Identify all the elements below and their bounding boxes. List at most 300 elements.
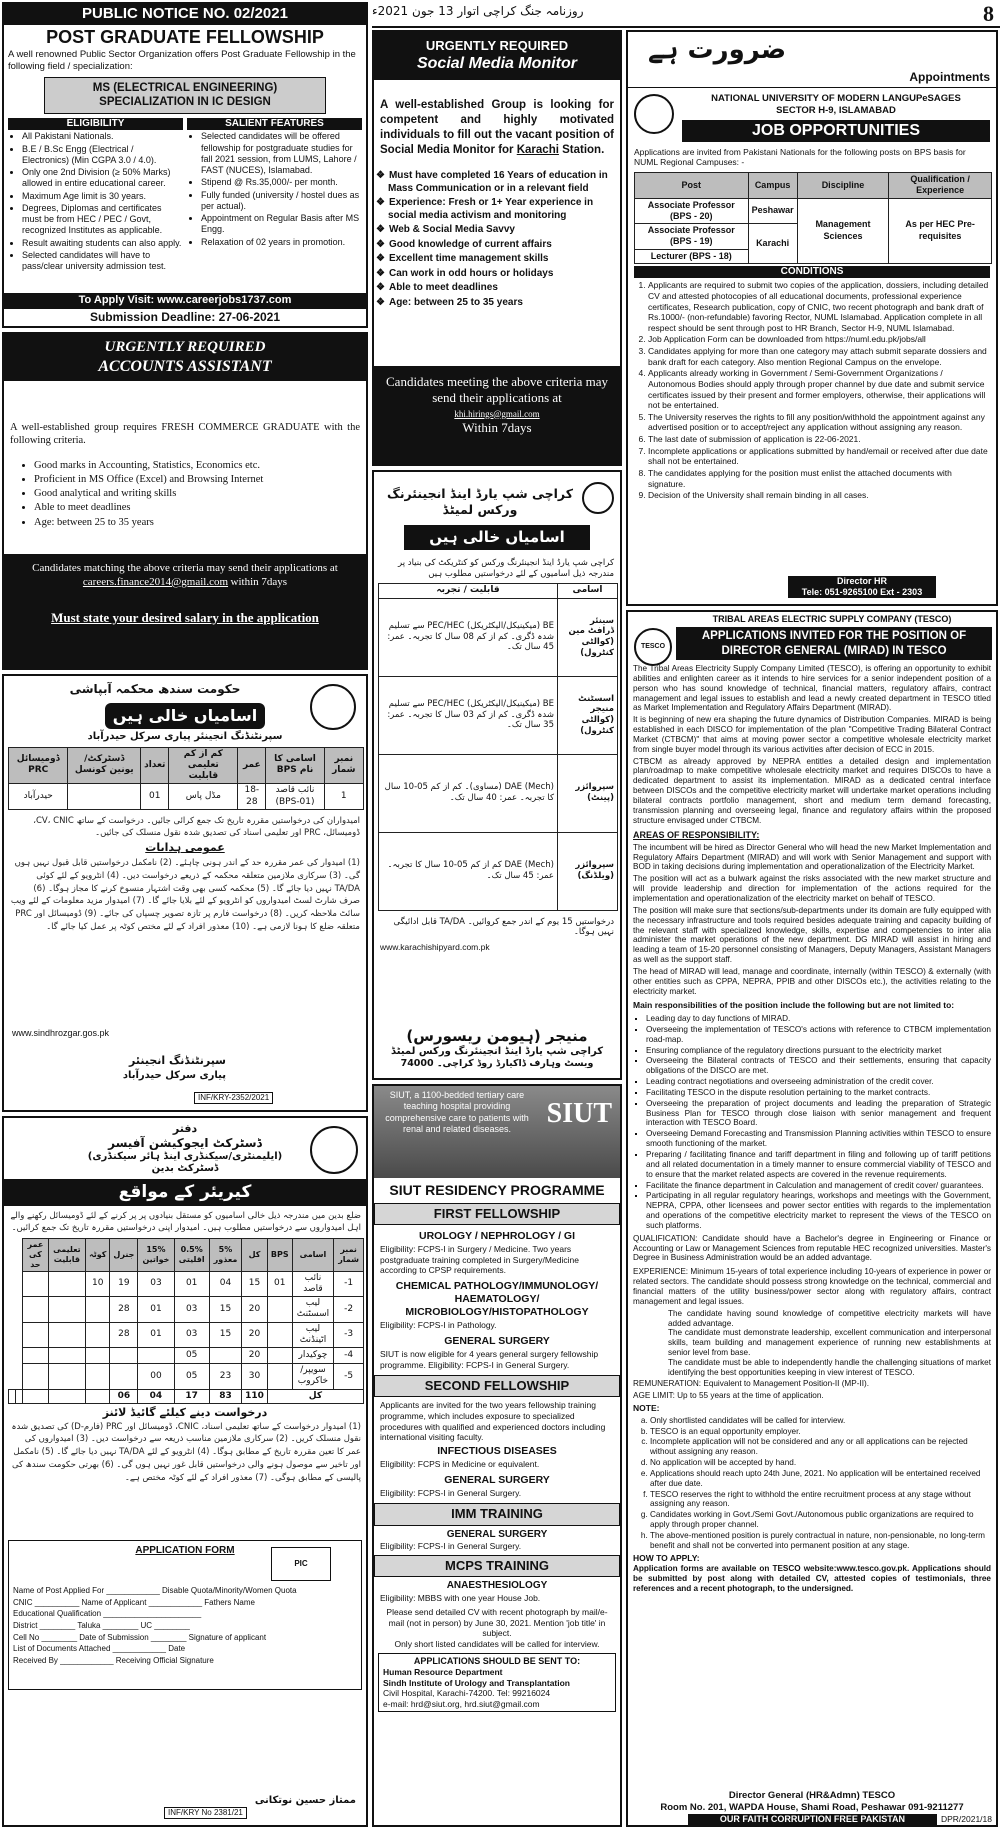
irrigation-seal-icon [310,684,356,730]
numl-sector: SECTOR H-9, ISLAMABAD [776,104,896,116]
siut-title: SIUT RESIDENCY PROGRAMME [389,1182,605,1198]
tesco-main-item: ▪ Leading contract negotiations and overseeing administration of the credit cover. [646,1077,991,1087]
social-criteria-text: Excellent time management skills [388,253,549,264]
badin-cell [23,1364,49,1390]
numl-condition-item: 1. Applicants are required to submit two copies of the application, dossiers, including detailed CV and attested photocopies of all educational documents, professional experience certificates, Research publication, copy of CNIC, two recent photograph and bank draft of Rs.1000/- (non-refundable) favoring Rector, NUML Islamabad. Application complete in all respect should be sent through post to HR Branch, Sector H-9, NUML Islamabad. [648,280,990,333]
tesco-dpr: DPR/2021/18 [940,1814,992,1825]
badin-cell: 05 [174,1348,209,1364]
accounts-send: Candidates matching the above criteria may send their applications at [32,562,338,574]
tesco-note-item: b. TESCO is an equal opportunity employer. [650,1427,991,1437]
badin-title: کیریئر کے مواقع [4,1179,366,1206]
badin-cell [23,1297,49,1323]
badin-form [8,1540,362,1690]
badin-form-title: APPLICATION FORM [135,1544,235,1556]
ksew-website[interactable]: www.karachishipyard.com.pk [380,941,490,952]
badin-table-row [9,1364,364,1390]
tesco-note-item: g. Candidates working in Govt./Semi Govt./Autonomous public organizations are required to apply through proper channel. [650,1510,991,1530]
badin-col-header: تعلیمی قابلیت [48,1238,85,1271]
irrigation-website[interactable]: www.sindhrozgar.gos.pk [12,1028,110,1038]
numl-tele: Tele: 051-9265100 Ext - 2303 [801,586,923,597]
tesco-note-item: e. Applications should reach upto 24th June, 2021. No application will be entertained received after due date. [650,1469,991,1489]
badin-table [8,1238,364,1404]
siut-mcps-text: Eligibility: MBBS with one year House Job. [380,1592,541,1603]
check-icon: ❖ [376,170,385,181]
irrigation-inf: INF/KRY-2352/2021 [194,1092,273,1104]
tesco-paragraph: CTBCM as already approved by NEPRA entitles a detailed design and implementation plan/roadmap to make competitive wholesale electricity market and requires DISCOs to have a dedicated department to assist its implementation. MIRAD as a dedicated central interface between DISCOs and the competitive electricity market will undertake market operations including bilateral contracts portfolio management, short and medium term demand forecasting, transmission planning and overseeing legal, finance and regulatory affairs within the proposed structure envisaged under CTBCM. [633,756,991,825]
badin-col-header: جنرل [110,1238,138,1271]
badin-cell [48,1322,85,1348]
accounts-criteria-item: • Proficient in MS Office (Excel) and Browsing Internet [34,473,366,486]
numl-condition-item: 4. Applicants already working in Government / Semi-Government Organizations / Autonomous Bodies should apply through proper channel by due date and submit service certificates issued by their present and former employers, otherwise, their applications will not be entertained. [648,368,990,411]
badin-cell: 03 [174,1297,209,1323]
irrigation-sub: سپرنٹنڈنگ انجینئر پیاری سرکل حیدرآباد [87,731,283,742]
badin-form-line: Cell No ________ Date of Submission ________ Signature of applicant [13,1632,267,1642]
badin-cell: 15 [209,1297,241,1323]
tesco-main-item: ▪ Facilitating TESCO in the dispute resolution pertaining to the market contracts. [646,1088,991,1098]
social-criteria-item [376,282,612,295]
tesco-ad [626,610,998,1827]
badin-head2: ڈسٹرکٹ ایجوکیشن آفیسر [108,1135,262,1150]
ksew-table-row [379,832,618,910]
pgf-eligibility-head: ELIGIBILITY [8,118,183,131]
tesco-main-item: ▪ Participating in all regular regulatory hearings, workshops and meetings with the Government, NEPRA, CPPA, other licensees and power sector entities with regards to the implementation and operations of the competitive electricity market to represent the views of the TESCO on such platforms. [646,1191,991,1230]
pgf-field: MS (ELECTRICAL ENGINEERING) SPECIALIZATION IN IC DESIGN [44,77,326,114]
tesco-motto: OUR FAITH CORRUPTION FREE PAKISTAN [688,1814,937,1825]
numl-logo-icon [634,94,674,134]
siut-section-text: Eligibility: FCPS-I in General Surgery. [380,1487,522,1498]
siut-ad [372,1084,622,1827]
ksew-req: BE (میکینیکل/الیکٹریکل) PEC/HEC سے تسلیم شدہ ڈگری۔ کم از کم 08 سال کا تجربہ۔ عمر: 45 سال تک۔ [379,598,558,676]
siut-section-head: GENERAL SURGERY [444,1473,550,1486]
ksew-req: DAE (Mech) (مساوی)۔ کم از کم 05-10 سال کا تجربہ۔ عمر: 40 سال تک۔ [379,754,558,832]
pgf-salient-list [187,131,362,248]
badin-col-header: BPS [267,1238,292,1271]
check-icon: ❖ [376,238,385,250]
badin-table-row [9,1322,364,1348]
pgf-eligibility-item: • Selected candidates will have to pass/clear university admission test. [22,250,183,273]
accounts-intro: A well-established group requires FRESH COMMERCE GRADUATE with the following criteria. [10,421,360,446]
tesco-company: TRIBAL AREAS ELECTRIC SUPPLY COMPANY (TESCO) [712,614,952,624]
badin-total-cell: 06 [110,1389,138,1403]
numl-col-header: Post [635,173,749,199]
badin-cell: نائب قاصد [292,1271,334,1297]
irrigation-cell: 1 [324,784,363,810]
social-criteria [374,162,620,309]
social-criteria-item [376,238,612,252]
siut-send: Please send detailed CV with recent photograph by mail/e-mail (not in person) by June 30, 2021. Mention 'job title' in subject. [386,1607,608,1639]
tesco-responsibility: The position will make sure that sections/sub-departments under its domain are fully equipped with the necessary infrastructure and tools required besides adequate training and capacity building of the relevant staff with specialized knowledge, skills, expertise and competencies to inter alia administer the market operations of the new department. DG MIRAD will assist in hiring and leading a team of 15-20 personnel consisting of Managers, Deputy Managers, Assistant Managers as well as the support staff. [633,905,991,965]
pgf-eligibility-item: • All Pakistani Nationals. [22,131,183,142]
siut-short: Only short listed candidates will be called for interview. [394,1639,600,1649]
tesco-experience-item: The candidate must be able to independently handle the challenging situations of market identifying the best opportunities keeping in view interest of TESCO. [668,1357,991,1377]
badin-inf: INF/KRY No 2381/21 [164,1807,247,1819]
badin-cell: لیب اٹینڈنٹ [292,1322,334,1348]
numl-col-header: Campus [748,173,797,199]
tesco-age: AGE LIMIT: Up to 55 years at the time of application. [633,1390,824,1400]
social-email[interactable]: khi.hirings@gmail.com [454,408,540,419]
check-icon: ❖ [376,282,385,293]
numl-row-0-campus: Peshawar [748,198,797,224]
check-icon: ❖ [376,253,385,264]
badin-col-header: اسامی [292,1238,334,1271]
badin-form-line: Received By ____________ Receiving Official Signature [13,1655,214,1665]
numl-conditions [628,280,996,501]
tesco-paragraph: It is beginning of new era shaping the future dynamics of Distribution Companies. MIRAD is being established in each DISCO for implementation of the plan "Competitive Trading Bilateral Contract Market (CTBCM)" that aims at moving power sector a competitive wholesale electricity market from single buyer model through its various activities after decision of ECC in 2015. [633,715,991,754]
irrigation-general-head: عمومی ہدایات [145,841,225,855]
numl-condition-item: 8. The candidates applying for the position must enlist the attached documents with signature. [648,468,990,489]
tesco-responsibility: The incumbent will be hired as Director General who will head the new Market Implementation and Regulatory Affairs Department (MIRAD) and will work with Senior Management and support with BOD in taking decisions during implementation and operationalization of the Electricity Market. [633,842,991,872]
accounts-criteria [4,459,366,529]
siut-imm: IMM TRAINING [374,1503,620,1525]
badin-cell [267,1348,292,1364]
badin-guide-head: درخواست دینے کیلئے گائیڈ لائنز [102,1405,268,1419]
irrigation-table [8,747,364,810]
tesco-note-item: a. Only shortlisted candidates will be called for interview. [650,1416,991,1426]
numl-condition-item: 9. Decision of the University shall remain binding in all cases. [648,490,990,501]
badin-col-header: 15% خواتین [138,1238,174,1271]
badin-cell: 01 [174,1271,209,1297]
masthead-date: روزنامہ جنگ کراچی اتوار 13 جون 2021ء [372,4,584,18]
numl-name: NATIONAL UNIVERSITY OF MODERN LANGUPeSAGES [711,93,961,104]
social-head2: Social Media Monitor [416,55,577,73]
pgf-title: POST GRADUATE FELLOWSHIP [46,26,324,47]
badin-cell: 15 [209,1322,241,1348]
numl-condition-item: 7. Incomplete applications or applications submitted by hand/email or received after due date shall not be entertained. [648,446,990,467]
badin-total-cell [86,1389,110,1403]
siut-banner [374,1086,620,1178]
check-icon: ❖ [376,296,385,308]
badin-total-cell [9,1389,16,1403]
badin-form-line: List of Documents Attached ____________ Date [13,1644,186,1654]
badin-form-line: CNIC __________ Name of Applicant ____________ Fathers Name [13,1597,255,1607]
accounts-salary: Must state your desired salary in the application [51,609,319,625]
badin-table-row [9,1297,364,1323]
social-criteria-text: Web & Social Media Savvy [388,224,515,235]
tesco-experience: EXPERIENCE: Minimum 15-years of total experience including 10-years of experience in power or related sectors. The candidate should possess strong knowledge on the technical, commercial and financial matters of the utility business/power sector along with regulatory affairs, contract management and legal issues. [633,1267,991,1306]
badin-cell: 01 [138,1297,174,1323]
badin-table-row [9,1271,364,1297]
numl-condition-item: 5. The University reserves the rights to fill any position/withhold the appointment against any advertised position or to accept/reject any application without assigning any reason. [648,412,990,433]
badin-cell [267,1364,292,1390]
tesco-main-item: ▪ Leading day to day functions of MIRAD. [646,1014,991,1024]
social-within: Within 7days [462,419,532,435]
siut-email[interactable]: e-mail: hrd@siut.org, hrd.siut@gmail.com [383,1698,540,1709]
tesco-note-item: c. Incomplete application will not be considered and any or all applications can be rejected without assigning any reason. [650,1437,991,1457]
badin-col-header: 0.5% اقلیتی [174,1238,209,1271]
siut-section-head: INFECTIOUS DISEASES [437,1444,557,1457]
pgf-eligibility-item: • Only one 2nd Division (≥ 50% Marks) allowed in entire educational career. [22,167,183,190]
ksew-post: سینئر ڈرافٹ مین (کوالٹی کنٹرول) [558,598,618,676]
ksew-address: ویسٹ وہارف ڈاکیارڈ روڈ کراچی۔ 74000 [400,1058,594,1070]
badin-cell: لیب اسسٹنٹ [292,1297,334,1323]
badin-cell: 28 [110,1297,138,1323]
numl-qualification: As per HEC Pre-requisites [889,198,992,263]
ksew-table-row [379,754,618,832]
irrigation-col-header: عمر [238,747,266,784]
pgf-eligibility-item: • Result awaiting students can also apply. [22,238,183,249]
badin-cell [86,1297,110,1323]
social-criteria-text: Age: between 25 to 35 years [388,296,523,308]
ksew-post: اسسٹنٹ منیجر (کوالٹی کنٹرول) [558,676,618,754]
tesco-main-list [628,1014,996,1231]
ksew-req: BE (میکینیکل/الیکٹریکل) PEC/HEC سے تسلیم شدہ ڈگری۔ کم از کم 03 سال کا تجربہ۔ عمر: 35 سال تک۔ [379,676,558,754]
siut-mcps-sub: ANAESTHESIOLOGY [446,1580,548,1591]
social-criteria-text: Able to meet deadlines [388,282,498,293]
tesco-note-item: h. The above-mentioned position is purely contractual in nature, non-pensionable, no long-term benefit and shall not be converted into permanent position at any stage. [650,1531,991,1551]
badin-cell: 2- [334,1297,364,1323]
badin-total-cell: 17 [174,1389,209,1403]
pgf-salient-item: • Stipend @ Rs.35,000/- per month. [201,177,362,188]
siut-sent-to: APPLICATIONS SHOULD BE SENT TO: [413,1655,581,1666]
social-criteria-item [376,224,612,237]
social-criteria-item [376,267,612,281]
badin-cell: چوکیدار [292,1348,334,1364]
ksew-table-row [379,598,618,676]
tesco-how-head: HOW TO APPLY: [633,1552,700,1563]
accounts-within: within 7days [230,575,288,588]
tesco-main-item: ▪ Facilitate the finance department in Calculation and management of credit cover/ guarantees. [646,1181,991,1191]
badin-cell [23,1271,49,1297]
badin-col-header: کل [242,1238,268,1271]
tesco-paragraph: The Tribal Areas Electricity Supply Company Limited (TESCO), is offering an opportunity to exhibit abilities and enlighten career as it intends to hire services for a senior independent position of a person who has sound knowledge of technical, financial matters, regulatory affairs, contract management and legal issues to establish and lead a newly created department in TESCO titled as Market Implementation and Regulatory Affairs Department (MIRAD). [633,664,991,713]
badin-head1: دفتر [172,1122,198,1135]
numl-intro: Applications are invited from Pakistani Nationals for the following posts on BPS basis for NUML Regional Campuses: - [634,146,966,168]
badin-cell: 15 [242,1271,268,1297]
tesco-main-item: ▪ Overseeing the Bilateral contracts of TESCO and their settlements, ensuring that capacity obligations of the DISCO are met. [646,1056,991,1076]
badin-table-row [9,1348,364,1364]
siut-imm-sub: GENERAL SURGERY [446,1528,548,1540]
tesco-main-item: ▪ Ensuring compliance of the regulatory directions pursuant to the electricity market [646,1046,991,1056]
social-criteria-item [376,296,612,310]
tesco-qualification: QUALIFICATION: Candidate should have a Bachelor's degree in Engineering or Finance or Accounting or Law or Management Sciences from reputable HEC recognized universities. Master's Degree in Business Administration would be an added advantage. [633,1233,991,1263]
badin-cell [86,1322,110,1348]
badin-total-cell [23,1389,49,1403]
masthead [372,0,1000,28]
irrigation-cell: 18-28 [238,784,266,810]
badin-cell: 03 [174,1322,209,1348]
tesco-responsibility: The head of MIRAD will lead, manage and coordinate, internally (within TESCO) & externally (with other entities such as CPPA, NEPRA, PPIB and other DISCOs etc.), the activities relating to the electricity market. [633,966,991,996]
tesco-main-head: Main responsibilities of the position include the following but are not limited to: [633,1000,955,1011]
badin-total-cell [16,1389,23,1403]
badin-cell: 30 [242,1364,268,1390]
tesco-director: Director General (HR&Admn) TESCO [728,1790,896,1801]
badin-cell [86,1364,110,1390]
badin-cell: 20 [242,1322,268,1348]
numl-condition-item: 3. Candidates applying for more than one category may attach submit separate dossiers and bank draft for each category. Also mention Regional Campus on the envelope. [648,346,990,367]
badin-col-header: 5% معذور [209,1238,241,1271]
badin-form-pic: PIC [271,1547,331,1581]
badin-cell: 10 [86,1271,110,1297]
badin-cell [48,1348,85,1364]
tesco-responsibility: The position will act as a bulwark against the risks associated with the new market structure and will provide leadership and direction for implementation of the actions required for the implementation and operationalization of the electricity market on behalf of TESCO. [633,874,991,903]
numl-director: Director HR [836,575,887,586]
badin-col-header: عمر کی حد [23,1238,49,1271]
irrigation-cell: حیدرآباد [9,784,68,810]
badin-total-cell [48,1389,85,1403]
numl-appointments-banner [628,32,996,88]
ksew-req: DAE (Mech) کم از کم 05-10 سال کا تجربہ۔ عمر: 45 سال تک۔ [379,832,558,910]
badin-cell: 23 [209,1364,241,1390]
numl-ad [626,30,998,606]
siut-second: SECOND FELLOWSHIP [374,1375,620,1397]
badin-sign: ممتاز حسین نوتکانی [254,1794,356,1806]
irrigation-col-header: ڈومیسائل PRC [9,747,68,784]
ksew-ad [372,470,622,1080]
pgf-salient-head: SALIENT FEATURES [187,118,362,131]
check-icon: ❖ [376,197,385,208]
pgf-apply-link[interactable]: To Apply Visit: www.careerjobs1737.com [4,293,366,309]
badin-cell [48,1364,85,1390]
accounts-criteria-item: • Good analytical and writing skills [34,487,366,500]
pgf-salient-item: • Selected candidates will be offered fellowship for postgraduate studies for fall 2021 session, from LUMS, Lahore / FAST (NUCES), Islamabad. [201,131,362,176]
badin-cell [267,1322,292,1348]
irrigation-col-header: کم از کم تعلیمی قابلیت [169,747,238,784]
page-number: 8 [983,1,994,26]
badin-seal-icon [310,1126,358,1174]
badin-cell: 4- [334,1348,364,1364]
social-criteria-item [376,253,612,266]
ksew-post: سپروائزر (پینٹ) [558,754,618,832]
irrigation-sign2: پیاری سرکل حیدرآباد [122,1070,226,1081]
tesco-address: Room No. 201, WAPDA House, Shami Road, Peshawar 091-9211277 [660,1801,964,1813]
siut-section-text: Eligibility: FCPS-I in Pathology. [380,1320,497,1331]
ksew-col2: قابلیت / تجربہ [379,584,558,598]
badin-cell [48,1297,85,1323]
siut-section-head: GENERAL SURGERY [444,1334,550,1347]
badin-cell: 1- [334,1271,364,1297]
tesco-experience-item: The candidate having sound knowledge of competitive electricity markets will have added advantage. [668,1308,991,1328]
numl-conditions-head: CONDITIONS [634,266,990,279]
siut-mcps: MCPS TRAINING [374,1555,620,1577]
accounts-criteria-item: • Age: between 25 to 35 years [34,516,366,529]
numl-discipline: Management Sciences [797,198,889,263]
irrigation-cell: نائب قاصد (BPS-01) [266,784,324,810]
ksew-table-row [379,676,618,754]
badin-total-cell: 04 [138,1389,174,1403]
pgf-salient-item: • Appointment on Regular Basis after MS Engg. [201,213,362,236]
social-criteria-text: Experience: Fresh or 1+ Year experience in social media activism and monitoring [388,197,594,221]
tesco-main-item: ▪ Preparing / facilitating finance and tariff department in filing and following up of tariff petitions and all related documentation in a timely manner to ensure commercial viability of TESCO and to ensure that the market related aspects are covered in the revenue requirements. [646,1150,991,1180]
siut-banner-text: SIUT, a 1100-bedded tertiary care teaching hospital providing comprehensive care to patients with renal and related diseases. [385,1090,529,1134]
social-criteria-item [376,170,612,195]
siut-addr: Civil Hospital, Karachi-74200. Tel: 99216024 [383,1688,551,1699]
social-intro: A well-established Group is looking for competent and highly motivated individuals to fill out the vacant position of Social Media Monitor for Karachi Station. [380,99,614,157]
badin-cell [23,1348,49,1364]
pgf-intro: A well renowned Public Sector Organization offers Post Graduate Fellowship in the following field / specialization: [8,49,356,73]
irrigation-cell: مڈل پاس [169,784,238,810]
pgf-salient-item: • Fully funded (university / hostel dues as per actual). [201,190,362,213]
accounts-email[interactable]: careers.finance2014@gmail.com [82,575,229,588]
sindh-irrigation-ad: حکومت سندھ محکمہ آبپاشی اسامیاں خالی ہیں سپرنٹنڈنگ انجینئر پیاری سرکل حیدرآباد نمبر شمار اسامی کا نام BPS عمر کم از کم تعلیمی قابلیت تعداد ڈسٹرکٹ/ یونین کونسل ڈومیسائل PRC 1 نائب قاصد (BPS-01) 18-28 مڈل پاس 01 حیدرآباد امیدواران کی درخواستیں مقررہ تاریخ تک جمع کرائی جائیں۔ درخواست کے ساتھ CV، CNIC، ڈومیسائل، PRC اور تعلیمی اسناد کی تصدیق شدہ نقول منسلک کی جائیں۔ عمومی ہدایات (1) امیدوار کی عمر مقررہ حد کے اندر ہونی چاہئے۔ (2) نامکمل درخواستیں قابل قبول نہیں ہوں گی۔ (3) سرکاری ملازمین متعلقہ محکمہ کے ذریعے درخواست دیں۔ (4) انٹرویو کے لئے کوئی TA/DA نہیں دیا جائے گا۔ (5) محکمہ کسی بھی وقت اشتہار منسوخ کرنے کا مجاز ہوگا۔ (6) صرف شارٹ لسٹ امیدواروں کو انٹرویو کے لئے بلایا جائے گا۔ (7) امیدوار مزید معلومات کے لئے ویب سائٹ ملاحظہ کریں۔ (8) درخواست فارم پر تازہ تصویر چسپاں کی جائے۔ (9) ڈومیسائل اور PRC متعلقہ ضلع کا ہونا لازمی ہے۔ (10) معذور افراد کے لئے مختص کوٹہ پر عمل کیا جائے گا۔ www.sindhrozgar.gos.pk سپرنٹنڈنگ انجینئر پیاری سرکل حیدرآباد INF/KRY-2352/2021 [2,674,368,1112]
tesco-note-head: NOTE: [633,1403,660,1414]
irrigation-cell [68,784,141,810]
accounts-head1: URGENTLY REQUIRED [104,339,266,355]
numl-col-header: Discipline [797,173,889,199]
tesco-main-item: ▪ Overseeing Demand Forecasting and Transmission Planning activities within TESCO to ensure smooth functioning of the market. [646,1129,991,1149]
tesco-main-item: ▪ Overseeing the implementation of TESCO's actions with reference to CTBCM implementation road-map. [646,1025,991,1045]
siut-section-text: Eligibility: FCPS-I in Surgery / Medicine. Two years postgraduate training completed in Surgery/Medicine according to CPSP requirements. [380,1243,579,1276]
siut-inst: Sindh Institute of Urology and Transplantation [383,1677,570,1688]
irrigation-sign: سپرنٹنڈنگ انجینئر [129,1054,226,1067]
check-icon: ❖ [376,224,385,235]
irrigation-gov: حکومت سندھ محکمہ آبپاشی [69,682,241,696]
social-head1: URGENTLY REQUIRED [425,38,569,53]
numl-table [634,172,992,264]
badin-cell: 28 [110,1322,138,1348]
accounts-ad [2,332,368,670]
irrigation-col-header: نمبر شمار [324,747,363,784]
badin-cell [138,1348,174,1364]
badin-cell [23,1322,49,1348]
badin-head3: (ایلیمنٹری/سیکنڈری اینڈ ہائر سیکنڈری) [87,1150,283,1162]
numl-condition-item: 2. Job Application Form can be downloaded from https://numl.edu.pk/jobs/all [648,334,990,345]
ksew-title: اسامیاں خالی ہیں [404,525,590,550]
badin-head4: ڈسٹرکٹ بدین [151,1163,219,1175]
accounts-criteria-item: • Good marks in Accounting, Statistics, Economics etc. [34,459,366,472]
pgf-eligibility-item: • Degrees, Diplomas and certificates must be from HEC / PEC / Govt, recognized Institutes as applicable. [22,203,183,237]
badin-cell: 3- [334,1322,364,1348]
siut-section-head: CHEMICAL PATHOLOGY/IMMUNOLOGY/ HAEMATOLOGY/ MICROBIOLOGY/HISTOPATHOLOGY [395,1279,599,1318]
numl-row-1-campus: Karachi [748,224,797,264]
numl-appointments: Appointments [909,70,990,84]
tesco-how: Application forms are available on TESCO website:www.tesco.gov.pk. Applications should be submitted by post along with detailed CV, attested copies of testimonials, three references and a recent photograph, to the undersigned. [633,1564,991,1593]
ksew-manager: منیجر (ہیومن ریسورس) [406,1026,588,1045]
tesco-experience-item: The candidate must demonstrate leadership, excellent communication and interpersonal skills, team building and management experience of running new establishments at senior level from base. [668,1328,991,1358]
badin-cell: 19 [110,1271,138,1297]
siut-section-head: UROLOGY / NEPHROLOGY / GI [419,1229,575,1242]
badin-ad: دفتر ڈسٹرکٹ ایجوکیشن آفیسر (ایلیمنٹری/سیکنڈری اینڈ ہائر سیکنڈری) ڈسٹرکٹ بدین کیریئر کے مواقع ضلع بدین میں مندرجہ ذیل خالی اسامیوں کو مستقل بنیادوں پر پر کرنے کے لئے ڈومیسائل رکھنے والے اہل امیدواروں سے درخواستیں مطلوب ہیں۔ امیدوار اپنی درخواستیں مقررہ تاریخ تک جمع کرائیں۔ نمبر شمار اسامی BPS کل 5% معذور 0.5% اقلیتی 15% خواتین جنرل کوٹہ تعلیمی قابلیت عمر کی حد 1- نائب قاصد 01 15 04 01 03 19 10 2- لیب اسسٹنٹ 20 15 03 01 28 3- لیب اٹینڈنٹ 20 15 03 01 28 4- چوکیدار 20 05 5- سویپر/خاکروب 30 23 05 00 کل 110 83 17 04 06 درخواست دینے کیلئے گائیڈ لائنز (1) امیدوار درخواست کے ساتھ تعلیمی اسناد، CNIC، ڈومیسائل اور PRC (فارم-D) کی تصدیق شدہ نقول منسلک کریں۔ (2) سرکاری ملازمین مناسب ذریعہ سے درخواست دیں۔ (3) امیدواروں کی عمر کا تعین مقررہ تاریخ کے مطابق ہوگا۔ (4) انٹرویو کے لئے TA/DA نہیں دیا جائے گا۔ (5) نامکمل اور تاخیر سے موصول ہونے والی درخواستیں قابل غور نہیں ہوں گی۔ (6) بھرتی حکومت سندھ کی پالیسی کے مطابق ہوگی۔ (7) معذور افراد کے لئے کوٹہ مختص ہے۔ APPLICATION FORM PIC Name of Post Applied For ____________ Disable Quota/Minority/Women Quota CNIC __________ Name of Applicant ____________ Fathers Name Educational Qualification ______________________ District ________ Taluka ________ UC ________ Cell No ________ Date of Submission ________ Signature of applicant List of Documents Attached ____________ Date Received By ____________ Receiving Official Signature INF/KRY No 2381/21 ممتاز حسین نوتکانی [2,1116,368,1827]
pgf-ad [2,2,368,328]
badin-cell: 20 [242,1348,268,1364]
siut-second-text: Applicants are invited for the two years fellowship training programme, which includes exposure to specialized procedures with qualified and experienced doctors including international visiting faculty. [380,1400,606,1443]
badin-col-header: کوٹہ [86,1238,110,1271]
siut-section-text: Eligibility: FCPS in Medicine or equivalent. [380,1459,540,1469]
pgf-salient-item: • Relaxation of 02 years in promotion. [201,237,362,248]
numl-zarurat: ضرورت ہے [648,35,787,65]
ksew-note: درخواستیں 15 یوم کے اندر جمع کروائیں۔ TA/DA قابل ادائیگی نہیں ہوگا۔ [393,916,614,938]
pgf-deadline: Submission Deadline: 27-06-2021 [89,310,281,324]
irrigation-col-header: اسامی کا نام BPS [266,747,324,784]
badin-cell: 5- [334,1364,364,1390]
tesco-notes [628,1416,996,1551]
badin-cell: 20 [242,1297,268,1323]
pgf-eligibility-item: • B.E / B.Sc Engg (Electrical / Electronics) (Min CGPA 3.0 / 4.0). [22,144,183,167]
irrigation-col-header: ڈسٹرکٹ/ یونین کونسل [68,747,141,784]
numl-row-2-post: Lecturer (BPS - 18) [635,249,749,263]
ksew-name: کراچی شپ یارڈ اینڈ انجینئرنگ ورکس لمیٹڈ [387,486,573,517]
badin-cell [267,1297,292,1323]
numl-col-header: Qualification / Experience [889,173,992,199]
badin-col-header: نمبر شمار [334,1238,364,1271]
badin-cell: 04 [209,1271,241,1297]
numl-row-1-post: Associate Professor (BPS - 19) [635,224,749,250]
numl-row-0-post: Associate Professor (BPS - 20) [635,198,749,224]
badin-form-line: District ________ Taluka ________ UC ________ [13,1620,190,1630]
irrigation-col-header: تعداد [141,747,169,784]
badin-cell [48,1271,85,1297]
ksew-logo-icon [582,482,614,514]
accounts-head2: ACCOUNTS ASSISTANT [98,357,272,375]
siut-imm-text: Eligibility: FCPS-I in General Surgery. [380,1541,522,1552]
badin-cell [209,1348,241,1364]
tesco-note-item: d. No application will be accepted by hand. [650,1458,991,1468]
social-criteria-item [376,197,612,222]
numl-condition-item: 6. The last date of submission of application is 22-06-2021. [648,434,990,445]
siut-section-text: SIUT is now eligible for 4 years general surgery fellowship programme. Eligibility: FCPS-I in General Surgery. [380,1348,599,1370]
siut-logo: SIUT [546,1098,612,1129]
tesco-note-item: f. TESCO reserves the right to withhold the entire recruitment process at any stage without assigning any reason. [650,1490,991,1510]
badin-form-line: Name of Post Applied For ____________ Disable Quota/Minority/Women Quota [13,1586,297,1596]
